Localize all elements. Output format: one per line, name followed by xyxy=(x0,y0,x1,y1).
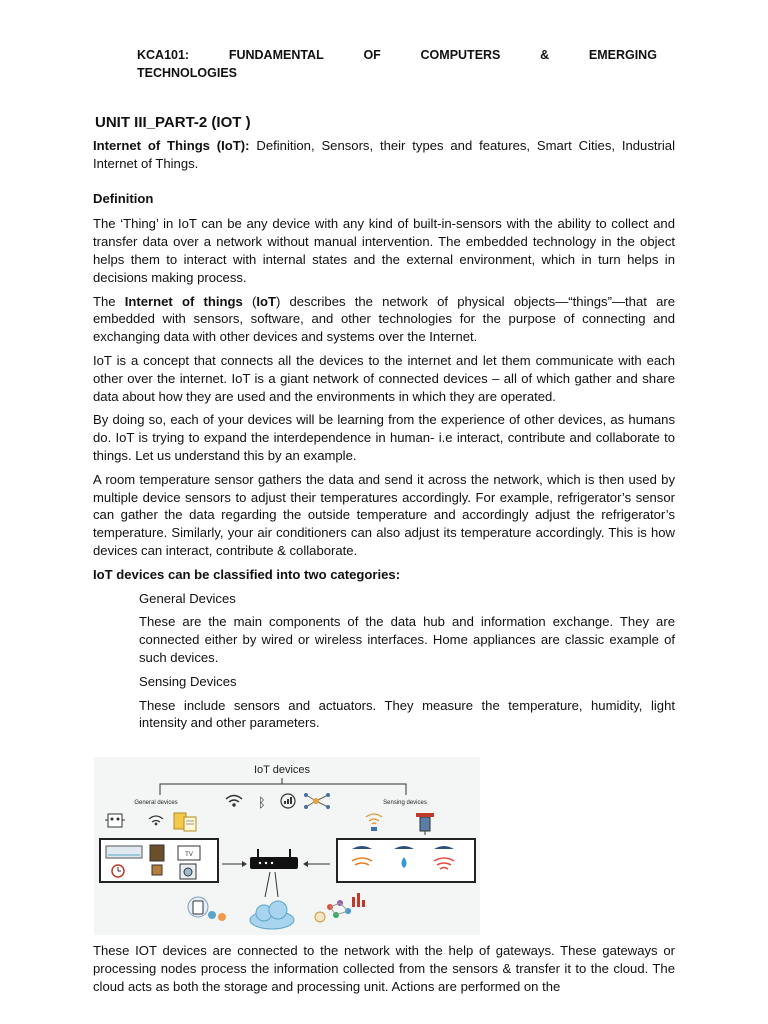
paragraph: By doing so, each of your devices will be learning from the experience of other devices, as humans do. IoT is trying to expand the interdependence in human- i.e interact, contribute and collaborate to things. Let us understand this by an example. xyxy=(93,412,675,463)
course-code: KCA101: xyxy=(137,48,190,62)
robot-icon xyxy=(105,814,125,827)
paragraph xyxy=(93,293,675,346)
course-header-line1 xyxy=(137,46,657,64)
paragraph: IoT is a concept that connects all the devices to the internet and let them communicate with each other over the internet. IoT is a giant network of connected devices – all of which gather and share data about how they are used and the environments in which they are operated. xyxy=(93,352,675,404)
course-header-line2: TECHNOLOGIES xyxy=(137,66,238,80)
categories-heading: IoT devices can be classified into two categories: xyxy=(93,566,401,582)
coffee-machine-icon xyxy=(150,845,164,875)
course-word: & xyxy=(540,48,550,62)
tv-label: TV xyxy=(185,852,193,858)
air-conditioner-icon xyxy=(106,846,142,858)
category-description: These include sensors and actuators. They measure the temperature, humidity, light intensity and other parameters. xyxy=(139,697,675,731)
intro-paragraph xyxy=(93,137,675,173)
text-run: ) describes the network of physical objects—“things”—that are embedded with sensors, software, and other technologies for the purpose of connecting and exchanging data with other devices and systems over the Internet. xyxy=(93,293,675,345)
document-body xyxy=(93,137,675,738)
paragraph-after-figure: These IOT devices are connected to the network with the help of gateways. These gateways or processing nodes process the information collected from the sensors & transfer it to the cloud. The cloud acts as both the storage and processing unit. Actions are performed on the xyxy=(93,943,675,994)
course-word: COMPUTERS xyxy=(420,48,501,62)
intro-label: Internet of Things (IoT): xyxy=(93,138,250,153)
course-word: EMERGING xyxy=(588,48,657,62)
course-word: FUNDAMENTAL xyxy=(228,48,324,62)
unit-title: UNIT III_PART-2 (IOT ) xyxy=(95,114,251,131)
bold-term: IoT xyxy=(256,293,276,309)
bluetooth-icon: ᛒ xyxy=(258,796,266,811)
category-description: These are the main components of the data hub and information exchange. They are connected either by wired or wireless interfaces. Home appliances are classic example of such devices. xyxy=(139,614,675,665)
iot-devices-diagram xyxy=(94,757,480,935)
figure-title: IoT devices xyxy=(253,764,311,776)
course-word: OF xyxy=(363,48,381,62)
general-devices-label: General devices xyxy=(134,800,178,806)
washing-machine-icon xyxy=(180,864,196,879)
definition-heading: Definition xyxy=(93,190,154,206)
intro-text: Definition, Sensors, their types and features, Smart Cities, Industrial Internet of Things. xyxy=(93,138,675,171)
category-name: Sensing Devices xyxy=(139,673,237,689)
paragraph: The ‘Thing’ in IoT can be any device with any kind of built-in-sensors with the ability to collect and transfer data over a network without manual intervention. The embedded technology in the object helps them to interact with internal states and the external environment, which in turn helps in decisions making process. xyxy=(93,216,675,285)
bold-term: Internet of things xyxy=(124,293,243,309)
paragraph: A room temperature sensor gathers the data and send it across the network, which is then used by multiple device sensors to adjust their temperatures accordingly. For example, refrigerator’s sensor can gather the data regarding the outside temperature and accordingly adjust the refrigerator’s temperature. Similarly, your air conditioners can also adjust its temperature accordingly. This is how devices can interact, contribute & collaborate. xyxy=(93,471,675,558)
text-run: ( xyxy=(242,293,257,309)
sensing-devices-label: Sensing devices xyxy=(383,800,427,806)
tv-icon xyxy=(178,846,200,860)
alarm-clock-icon xyxy=(112,865,124,877)
course-header xyxy=(137,46,657,82)
iot-devices-figure xyxy=(94,757,480,935)
text-run: The xyxy=(93,293,125,309)
category-name: General Devices xyxy=(139,590,236,606)
